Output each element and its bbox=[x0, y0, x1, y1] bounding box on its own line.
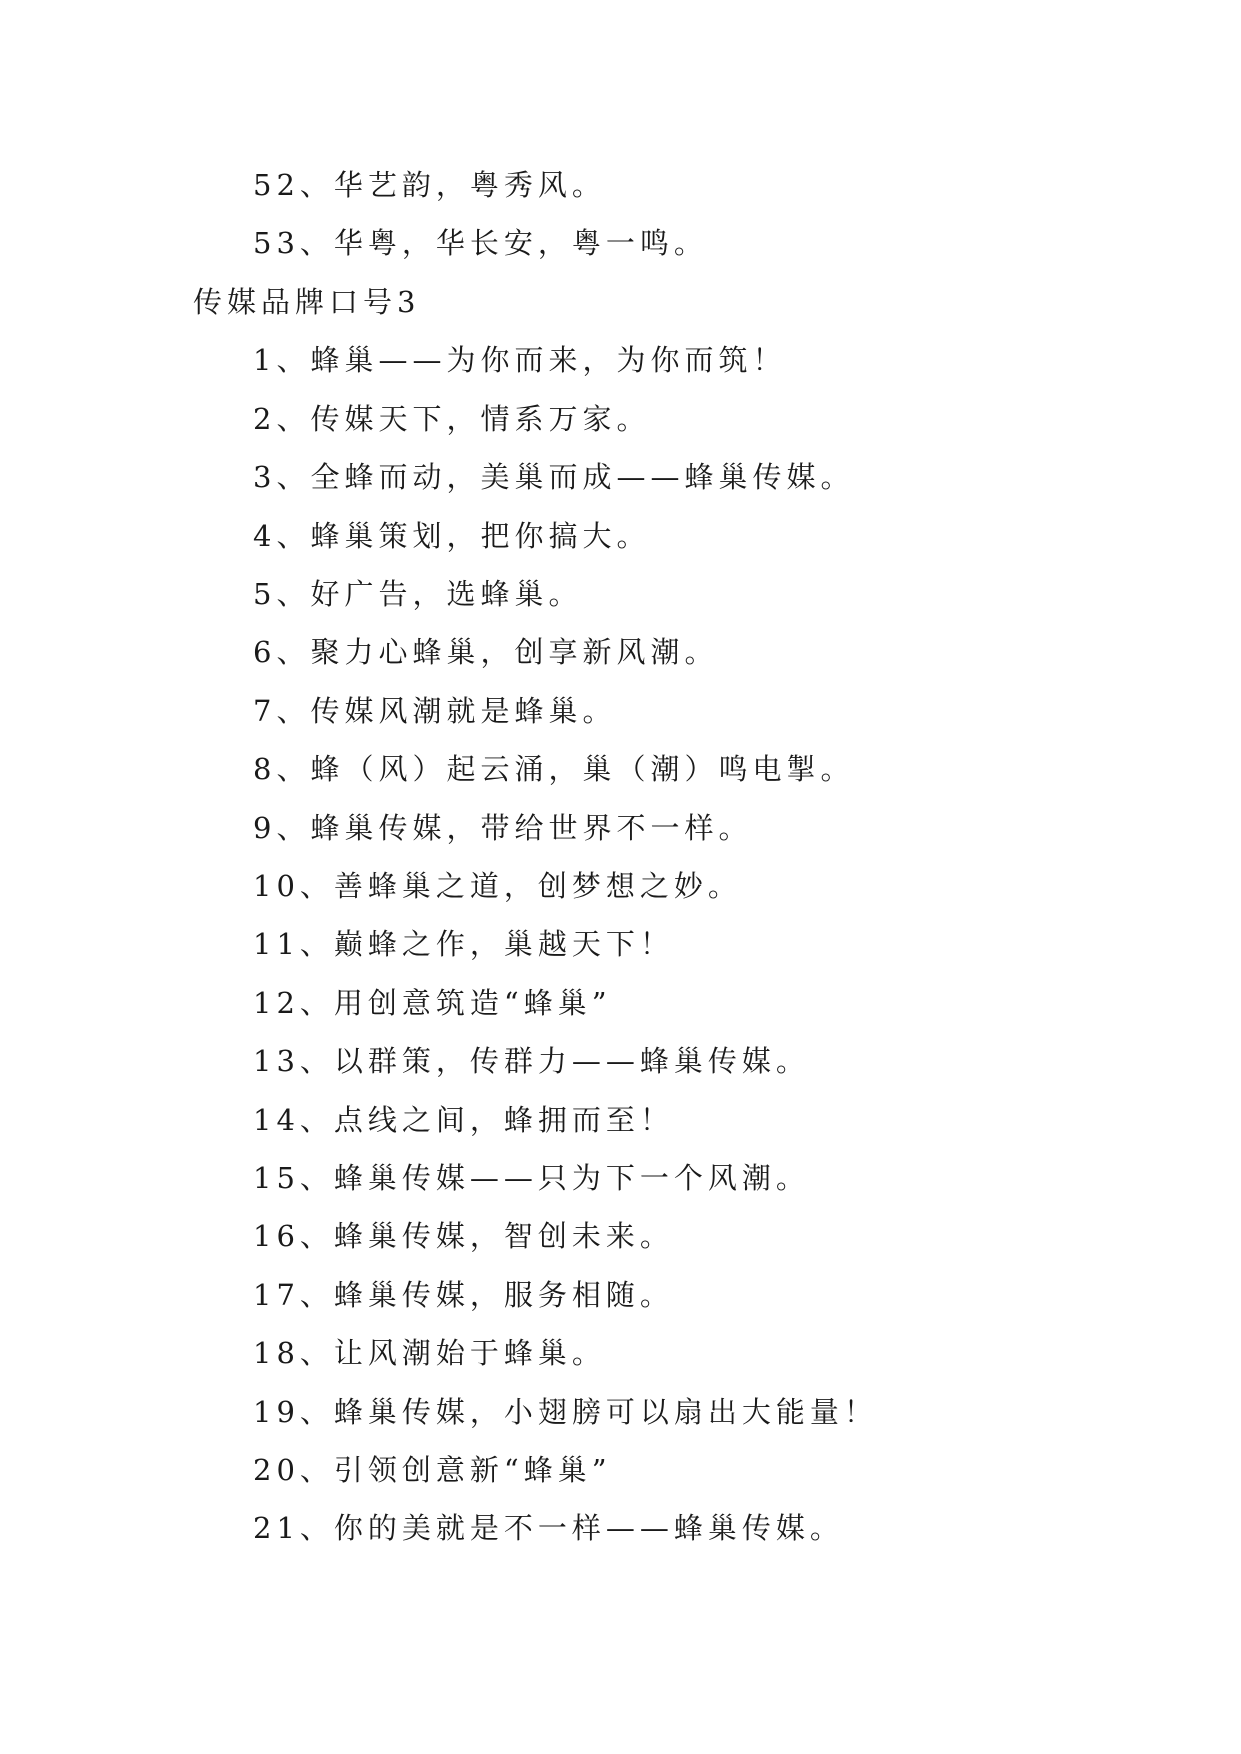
slogan-line-53: 53、华粤，华长安，粤一鸣。 bbox=[253, 226, 708, 260]
slogan-line-16: 16、蜂巢传媒，智创未来。 bbox=[253, 1219, 674, 1253]
slogan-line-11: 11、巅蜂之作，巢越天下！ bbox=[253, 927, 674, 961]
slogan-line-17: 17、蜂巢传媒，服务相随。 bbox=[253, 1278, 674, 1312]
slogan-line-10: 10、善蜂巢之道，创梦想之妙。 bbox=[253, 869, 742, 903]
slogan-line-21: 21、你的美就是不一样——蜂巢传媒。 bbox=[253, 1511, 844, 1545]
slogan-line-18: 18、让风潮始于蜂巢。 bbox=[253, 1336, 606, 1370]
slogan-line-7: 7、传媒风潮就是蜂巢。 bbox=[253, 694, 617, 728]
slogan-line-14: 14、点线之间，蜂拥而至！ bbox=[253, 1103, 674, 1137]
slogan-line-5: 5、好广告，选蜂巢。 bbox=[253, 577, 583, 611]
slogan-line-19: 19、蜂巢传媒，小翅膀可以扇出大能量！ bbox=[253, 1395, 878, 1429]
slogan-line-2: 2、传媒天下，情系万家。 bbox=[253, 402, 651, 436]
slogan-line-20: 20、引领创意新“蜂巢” bbox=[253, 1453, 612, 1487]
slogan-line-3: 3、全蜂而动，美巢而成——蜂巢传媒。 bbox=[253, 460, 855, 494]
slogan-line-12: 12、用创意筑造“蜂巢” bbox=[253, 986, 612, 1020]
slogan-line-52: 52、华艺韵，粤秀风。 bbox=[253, 168, 606, 202]
section-title: 传媒品牌口号3 bbox=[193, 285, 421, 319]
slogan-line-13: 13、以群策，传群力——蜂巢传媒。 bbox=[253, 1044, 810, 1078]
slogan-line-6: 6、聚力心蜂巢，创享新风潮。 bbox=[253, 635, 719, 669]
slogan-line-9: 9、蜂巢传媒，带给世界不一样。 bbox=[253, 811, 753, 845]
slogan-line-1: 1、蜂巢——为你而来，为你而筑！ bbox=[253, 343, 787, 377]
slogan-line-15: 15、蜂巢传媒——只为下一个风潮。 bbox=[253, 1161, 810, 1195]
slogan-line-8: 8、蜂（风）起云涌，巢（潮）鸣电掣。 bbox=[253, 752, 855, 786]
slogan-line-4: 4、蜂巢策划，把你搞大。 bbox=[253, 519, 651, 553]
